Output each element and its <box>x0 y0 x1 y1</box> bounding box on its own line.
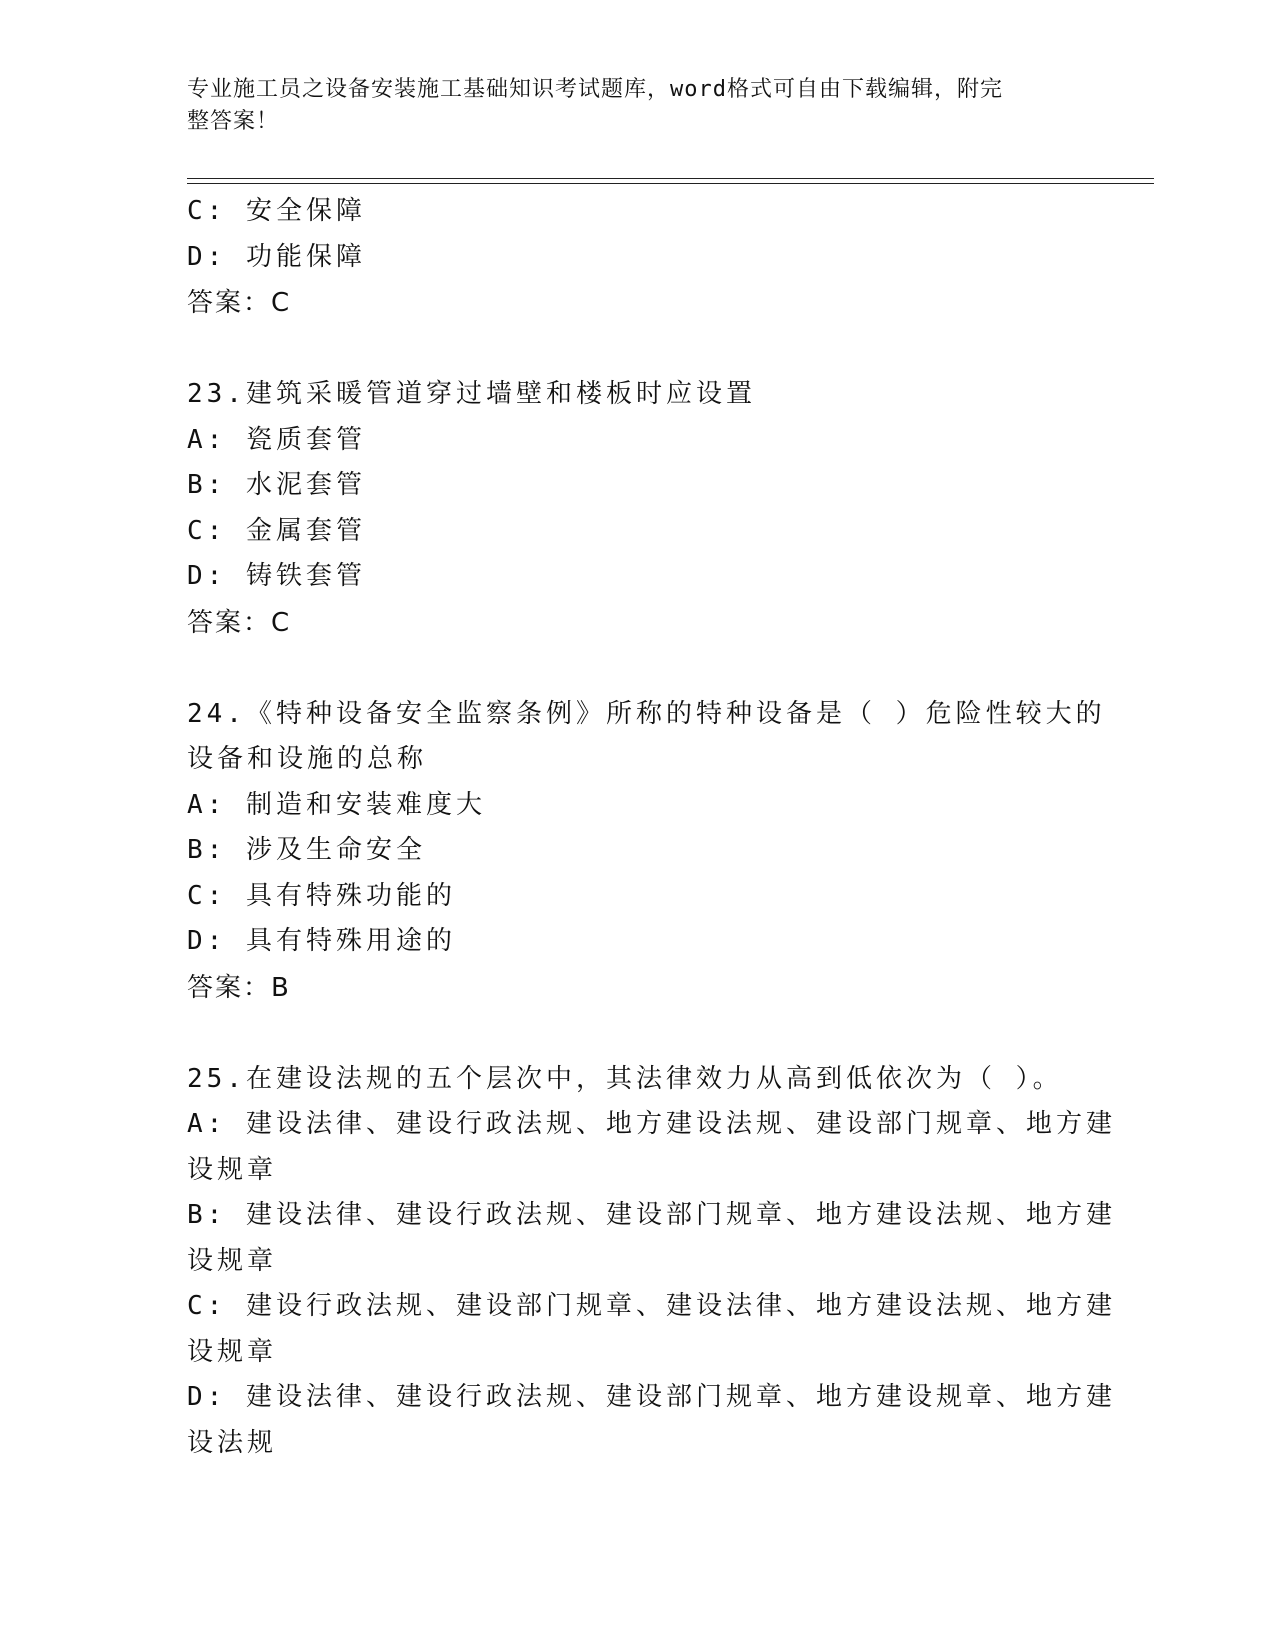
option-c: C: 金属套管 <box>187 515 366 546</box>
question-23 <box>187 372 1087 647</box>
answer-line: 答案：B <box>187 972 291 1003</box>
option-c: C: 具有特殊功能的 <box>187 880 456 911</box>
option-d-line-2: 设法规 <box>187 1427 278 1458</box>
header-title-line-2: 整答案！ <box>187 109 280 134</box>
question-list <box>187 189 1116 1466</box>
option-b-line-2: 设规章 <box>187 1245 278 1276</box>
answer-line: 答案：C <box>187 288 292 318</box>
option-a: A: 制造和安装难度大 <box>187 789 486 820</box>
option-b: B: 涉及生命安全 <box>187 835 426 865</box>
question-stem-line-2: 设备和设施的总称 <box>187 744 428 774</box>
header-title-line-1: 专业施工员之设备安装施工基础知识考试题库，word格式可自由下载编辑，附完 <box>187 77 1003 102</box>
header-divider-bottom <box>187 183 1154 184</box>
question-stem: 23.建筑采暖管道穿过墙壁和楼板时应设置 <box>187 379 756 409</box>
option-d-line-1: D: 建设法律、建设行政法规、建设部门规章、地方建设规章、地方建 <box>187 1382 1116 1412</box>
question-stem-line-1: 24.《特种设备安全监察条例》所称的特种设备是（ ）危险性较大的 <box>187 698 1106 729</box>
option-b-line-1: B: 建设法律、建设行政法规、建设部门规章、地方建设法规、地方建 <box>187 1200 1116 1230</box>
question-22 <box>187 189 1087 327</box>
option-a-line-1: A: 建设法律、建设行政法规、地方建设法规、建设部门规章、地方建 <box>187 1109 1116 1139</box>
answer-line: 答案：C <box>187 607 292 638</box>
option-a-line-2: 设规章 <box>187 1154 278 1185</box>
option-c: C: 安全保障 <box>187 196 366 226</box>
option-d: D: 铸铁套管 <box>187 561 366 591</box>
question-stem: 25.在建设法规的五个层次中，其法律效力从高到低依次为（ ）。 <box>187 1063 1063 1094</box>
option-d: D: 具有特殊用途的 <box>187 926 456 956</box>
question-spacer <box>187 1012 1087 1057</box>
option-a: A: 瓷质套管 <box>187 424 366 455</box>
question-24 <box>187 692 1106 1012</box>
question-spacer <box>187 327 1087 372</box>
option-b: B: 水泥套管 <box>187 470 366 500</box>
document-header <box>187 74 1067 138</box>
question-25 <box>187 1057 1116 1467</box>
option-c-line-1: C: 建设行政法规、建设部门规章、建设法律、地方建设法规、地方建 <box>187 1291 1116 1321</box>
question-spacer <box>187 647 1087 692</box>
option-c-line-2: 设规章 <box>187 1336 278 1367</box>
option-d: D: 功能保障 <box>187 241 366 272</box>
header-divider-top <box>187 178 1154 179</box>
